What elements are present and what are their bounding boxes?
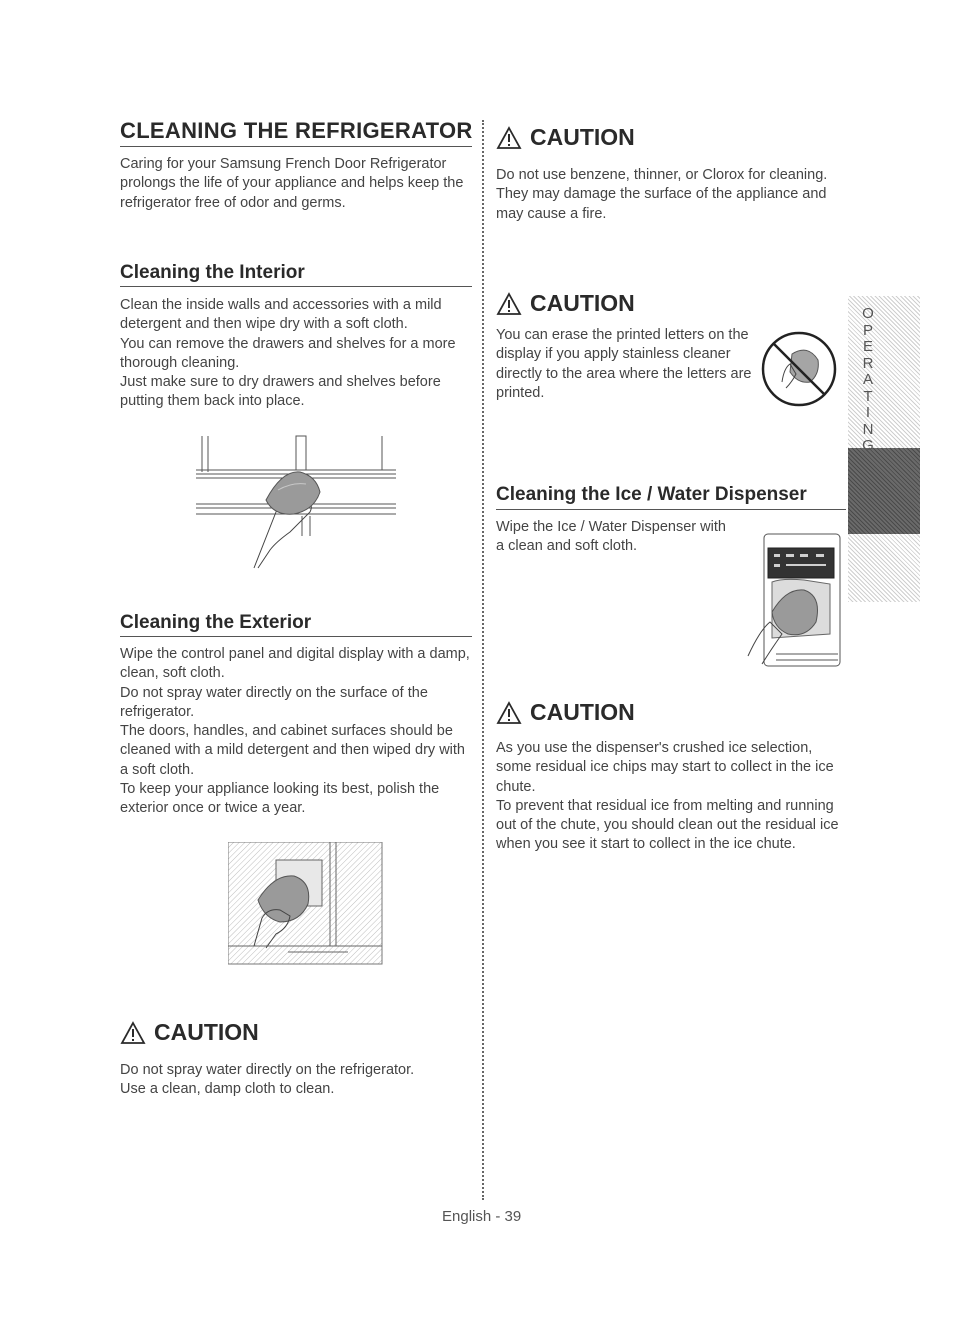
warning-triangle-icon <box>496 126 522 150</box>
side-tab-letter: N <box>862 420 874 438</box>
side-tab-letter: E <box>862 338 873 355</box>
caution-label: CAUTION <box>530 699 635 725</box>
side-tab-letter: G <box>862 437 874 454</box>
caution-heading <box>496 699 635 726</box>
caution-line: They may damage the surface of the appliance and may cause a fire. <box>496 186 827 222</box>
interior-text <box>120 296 470 412</box>
side-tab-letter: A <box>862 371 873 388</box>
side-tab-letter: T <box>863 387 873 405</box>
caution-text <box>496 166 836 224</box>
dispenser-heading: Cleaning the Ice / Water Dispenser <box>496 484 807 505</box>
interior-cleaning-illustration <box>196 432 398 582</box>
interior-heading: Cleaning the Interior <box>120 262 305 283</box>
caution-heading <box>120 1019 259 1046</box>
interior-rule <box>120 286 472 287</box>
column-divider <box>482 120 484 1200</box>
side-tab-letter: P <box>862 321 873 339</box>
exterior-heading: Cleaning the Exterior <box>120 612 312 633</box>
caution-text <box>496 739 842 855</box>
caution-line: To prevent that residual ice from melting and running out of the chute, you should clean out the residual ice when you see it start to collect in the ice chute. <box>496 797 839 853</box>
dispenser-text: Wipe the Ice / Water Dispenser with a clean and soft cloth. <box>496 519 726 555</box>
side-tab-letter: I <box>865 404 871 421</box>
side-tab-letter: R <box>862 354 874 372</box>
intro-text: Caring for your Samsung French Door Refrigerator prolongs the life of your appliance and helps keep the refrigerator free of odor and germs. <box>120 156 464 211</box>
caution-text: You can erase the printed letters on the display if you apply stainless cleaner directly to the area where the letters are printed. <box>496 327 752 401</box>
page-number: English - 39 <box>442 1208 522 1225</box>
caution-line: Do not use benzene, thinner, or Clorox for cleaning. <box>496 167 828 183</box>
caution-line: As you use the dispenser's crushed ice selection, some residual ice chips may start to collect in the ice chute. <box>496 740 834 795</box>
caution-heading <box>496 124 635 151</box>
caution-line: Use a clean, damp cloth to clean. <box>120 1081 335 1098</box>
caution-text <box>120 1061 470 1100</box>
page-title: CLEANING THE REFRIGERATOR <box>120 118 473 143</box>
caution-label: CAUTION <box>154 1019 259 1045</box>
exterior-cleaning-illustration <box>228 842 384 966</box>
side-tab-active-marker <box>848 448 920 534</box>
caution-label: CAUTION <box>530 290 635 316</box>
side-tab-lower <box>848 534 920 602</box>
side-tab-label <box>858 306 878 455</box>
interior-line: Clean the inside walls and accessories with a mild detergent and then wipe dry with a soft cloth. <box>120 297 442 333</box>
interior-line: You can remove the drawers and shelves for a more thorough cleaning. <box>120 335 456 371</box>
exterior-line: To keep your appliance looking its best, polish the exterior once or twice a year. <box>120 781 440 817</box>
interior-line: Just make sure to dry drawers and shelves before putting them back into place. <box>120 374 441 410</box>
exterior-line: The doors, handles, and cabinet surfaces should be cleaned with a mild detergent and then wiped dry with a soft cloth. <box>120 723 465 778</box>
warning-triangle-icon <box>120 1021 146 1045</box>
dispenser-cleaning-illustration <box>742 530 844 672</box>
caution-label: CAUTION <box>530 124 635 150</box>
caution-line: Do not spray water directly on the refrigerator. <box>120 1062 415 1078</box>
title-rule <box>120 146 472 147</box>
exterior-line: Wipe the control panel and digital display with a damp, clean, soft cloth. <box>120 646 470 682</box>
exterior-line: Do not spray water directly on the surface of the refrigerator. <box>120 684 428 720</box>
caution-heading <box>496 290 635 317</box>
dispenser-rule <box>496 509 846 510</box>
exterior-text <box>120 645 470 819</box>
warning-triangle-icon <box>496 292 522 316</box>
exterior-rule <box>120 636 472 637</box>
no-spray-icon <box>760 330 838 408</box>
warning-triangle-icon <box>496 701 522 725</box>
side-tab-letter: O <box>862 305 874 322</box>
